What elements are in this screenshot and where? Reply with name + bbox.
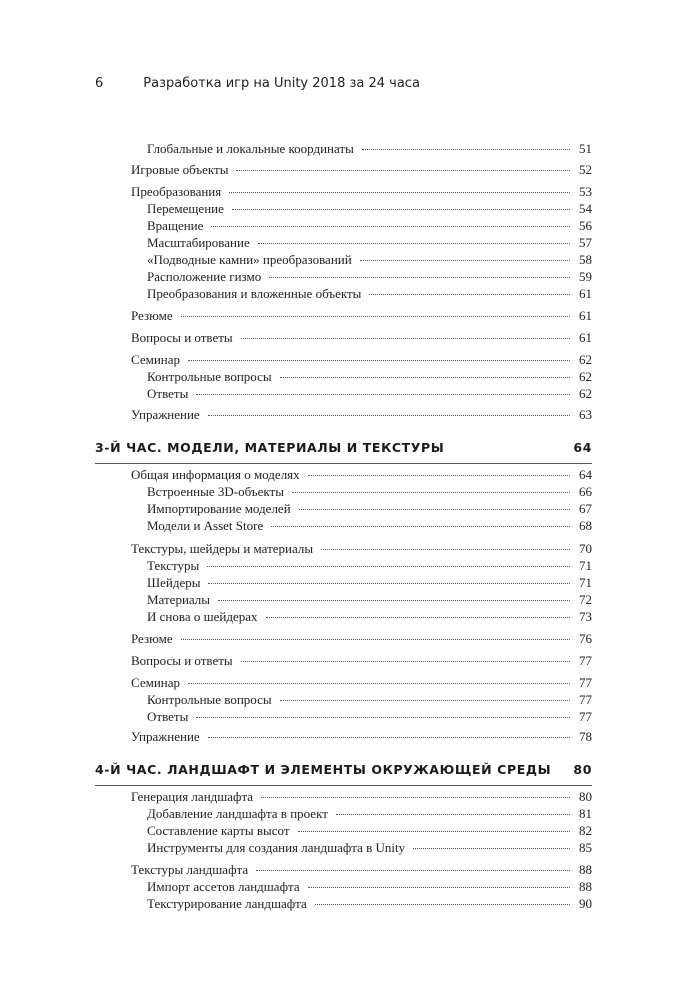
leader-dots <box>362 149 570 150</box>
toc-entry-page: 68 <box>579 518 592 533</box>
toc-entry-page: 61 <box>579 308 592 323</box>
toc-entry-title: Игровые объекты <box>131 162 229 177</box>
toc-entry[interactable] <box>131 352 592 368</box>
leader-dots <box>413 848 570 849</box>
leader-dots <box>369 294 570 295</box>
toc-subentry[interactable] <box>147 806 592 822</box>
toc-entry-title: Встроенные 3D-объекты <box>147 484 284 499</box>
toc-entry-page: 57 <box>579 235 592 250</box>
toc-entry-title: Глобальные и локальные координаты <box>147 141 354 156</box>
toc-entry-title: Текстурирование ландшафта <box>147 896 307 911</box>
toc-subentry[interactable] <box>147 235 592 251</box>
toc-entry-title: Вращение <box>147 218 204 233</box>
toc-entry-title: Импортирование моделей <box>147 501 291 516</box>
leader-dots <box>188 360 570 361</box>
toc-entry-title: Текстуры, шейдеры и материалы <box>131 541 314 556</box>
toc-entry-title: «Подводные камни» преобразований <box>147 252 352 267</box>
page-number: 6 <box>95 76 104 91</box>
toc-entry[interactable] <box>131 162 592 178</box>
leader-dots <box>308 475 570 476</box>
toc-entry-title: Вопросы и ответы <box>131 330 233 345</box>
toc-entry-page: 77 <box>579 675 592 690</box>
toc-subentry[interactable] <box>147 823 592 839</box>
toc-entry-page: 88 <box>579 879 592 894</box>
toc-subentry[interactable] <box>147 218 592 234</box>
toc-entry-title: Упражнение <box>131 407 200 422</box>
toc-chapter-heading[interactable] <box>95 762 592 777</box>
leader-dots <box>207 566 570 567</box>
toc-subentry[interactable] <box>147 709 592 725</box>
toc-entry-title: Материалы <box>147 592 211 607</box>
leader-dots <box>266 617 571 618</box>
leader-dots <box>181 316 570 317</box>
toc-entry-page: 80 <box>579 789 592 804</box>
toc-subentry[interactable] <box>147 558 592 574</box>
toc-subentry[interactable] <box>147 575 592 591</box>
toc-entry-title: Ответы <box>147 386 189 401</box>
toc-entry-page: 71 <box>579 575 592 590</box>
toc-subentry[interactable] <box>147 484 592 500</box>
toc-entry-title: Контрольные вопросы <box>147 692 272 707</box>
toc-entry-page: 70 <box>579 541 592 556</box>
chapter-divider <box>95 785 592 786</box>
chapter-page: 64 <box>573 440 592 455</box>
toc-entry-page: 85 <box>579 840 592 855</box>
toc-subentry[interactable] <box>147 286 592 302</box>
toc-entry-title: Масштабирование <box>147 235 250 250</box>
toc-entry-title: И снова о шейдерах <box>147 609 258 624</box>
leader-dots <box>269 277 570 278</box>
leader-dots <box>211 226 570 227</box>
toc-entry-title: Шейдеры <box>147 575 201 590</box>
toc-entry-page: 63 <box>579 407 592 422</box>
toc-entry-title: Текстуры ландшафта <box>131 862 249 877</box>
leader-dots <box>321 549 570 550</box>
toc-entry-title: Импорт ассетов ландшафта <box>147 879 300 894</box>
toc-entry[interactable] <box>131 467 592 483</box>
toc-entry-page: 67 <box>579 501 592 516</box>
toc-entry[interactable] <box>131 862 592 878</box>
toc-subentry[interactable] <box>147 518 592 534</box>
leader-dots <box>299 509 570 510</box>
toc-entry-title: Преобразования <box>131 184 222 199</box>
leader-dots <box>271 526 570 527</box>
toc-subentry[interactable] <box>147 141 592 157</box>
leader-dots <box>236 170 570 171</box>
toc-entry-title: Резюме <box>131 631 173 646</box>
leader-dots <box>208 737 570 738</box>
toc-entry-page: 77 <box>579 653 592 668</box>
toc-entry-page: 59 <box>579 269 592 284</box>
leader-dots <box>196 717 570 718</box>
leader-dots <box>181 639 570 640</box>
leader-dots <box>229 192 570 193</box>
leader-dots <box>298 831 570 832</box>
leader-dots <box>315 904 570 905</box>
toc-entry[interactable] <box>131 653 592 669</box>
toc-entry-title: Добавление ландшафта в проект <box>147 806 328 821</box>
toc-subentry[interactable] <box>147 609 592 625</box>
toc-entry[interactable] <box>131 541 592 557</box>
toc-entry-page: 58 <box>579 252 592 267</box>
toc-entry-title: Генерация ландшафта <box>131 789 254 804</box>
toc-entry-title: Семинар <box>131 352 181 367</box>
toc-entry-title: Семинар <box>131 675 181 690</box>
toc-entry-title: Перемещение <box>147 201 224 216</box>
toc-entry-title: Вопросы и ответы <box>131 653 233 668</box>
toc-entry-page: 64 <box>579 467 592 482</box>
toc-entry-page: 77 <box>579 709 592 724</box>
leader-dots <box>292 492 570 493</box>
leader-dots <box>208 583 570 584</box>
book-title: Разработка игр на Unity 2018 за 24 часа <box>143 76 420 91</box>
toc-subentry[interactable] <box>147 252 592 268</box>
toc-entry[interactable] <box>131 789 592 805</box>
toc-subentry[interactable] <box>147 386 592 402</box>
chapter-page: 80 <box>573 762 592 777</box>
leader-dots <box>336 814 570 815</box>
toc-entry-title: Упражнение <box>131 729 200 744</box>
toc-entry-title: Модели и Asset Store <box>147 518 264 533</box>
toc-entry-page: 90 <box>579 896 592 911</box>
leader-dots <box>280 377 570 378</box>
toc-entry-page: 54 <box>579 201 592 216</box>
toc-entry-page: 73 <box>579 609 592 624</box>
toc-entry-page: 52 <box>579 162 592 177</box>
toc-subentry[interactable] <box>147 840 592 856</box>
toc-entry-page: 76 <box>579 631 592 646</box>
toc-entry-page: 77 <box>579 692 592 707</box>
toc-entry[interactable] <box>131 407 592 423</box>
toc-subentry[interactable] <box>147 692 592 708</box>
toc-entry-page: 53 <box>579 184 592 199</box>
toc-entry[interactable] <box>131 729 592 745</box>
toc-subentry[interactable] <box>147 592 592 608</box>
toc-entry-page: 81 <box>579 806 592 821</box>
toc-entry-page: 51 <box>579 141 592 156</box>
toc-entry-title: Преобразования и вложенные объекты <box>147 286 362 301</box>
leader-dots <box>256 870 570 871</box>
toc-entry-title: Ответы <box>147 709 189 724</box>
toc-subentry[interactable] <box>147 201 592 217</box>
chapter-title: 3-Й ЧАС. МОДЕЛИ, МАТЕРИАЛЫ И ТЕКСТУРЫ <box>95 440 445 455</box>
leader-dots <box>188 683 570 684</box>
toc-entry-title: Резюме <box>131 308 173 323</box>
toc-subentry[interactable] <box>147 879 592 895</box>
leader-dots <box>308 887 570 888</box>
toc-subentry[interactable] <box>147 269 592 285</box>
toc-entry-page: 61 <box>579 330 592 345</box>
toc-entry-title: Текстуры <box>147 558 200 573</box>
toc-entry-page: 78 <box>579 729 592 744</box>
toc-subentry[interactable] <box>147 896 592 912</box>
leader-dots <box>241 661 570 662</box>
chapter-title: 4-Й ЧАС. ЛАНДШАФТ И ЭЛЕМЕНТЫ ОКРУЖАЮЩЕЙ СРЕДЫ <box>95 762 552 777</box>
leader-dots <box>241 338 570 339</box>
toc-entry[interactable] <box>131 308 592 324</box>
leader-dots <box>258 243 570 244</box>
toc-entry-page: 56 <box>579 218 592 233</box>
toc-chapter-heading[interactable] <box>95 440 592 455</box>
toc-subentry[interactable] <box>147 501 592 517</box>
toc-entry[interactable] <box>131 330 592 346</box>
toc-subentry[interactable] <box>147 369 592 385</box>
toc-entry-page: 88 <box>579 862 592 877</box>
leader-dots <box>280 700 570 701</box>
toc-entry[interactable] <box>131 184 592 200</box>
page-header <box>95 76 420 91</box>
toc-entry-page: 72 <box>579 592 592 607</box>
toc-entry-page: 66 <box>579 484 592 499</box>
leader-dots <box>232 209 570 210</box>
leader-dots <box>218 600 570 601</box>
toc-entry-page: 61 <box>579 286 592 301</box>
toc-entry-title: Составление карты высот <box>147 823 290 838</box>
leader-dots <box>196 394 570 395</box>
toc-entry-page: 71 <box>579 558 592 573</box>
toc-entry-title: Контрольные вопросы <box>147 369 272 384</box>
toc-entry-page: 62 <box>579 352 592 367</box>
toc-entry-page: 62 <box>579 369 592 384</box>
toc-entry-page: 82 <box>579 823 592 838</box>
leader-dots <box>261 797 570 798</box>
toc-entry[interactable] <box>131 675 592 691</box>
toc-entry-page: 62 <box>579 386 592 401</box>
leader-dots <box>360 260 570 261</box>
toc-entry-title: Общая информация о моделях <box>131 467 300 482</box>
leader-dots <box>208 415 570 416</box>
toc-entry[interactable] <box>131 631 592 647</box>
toc-entry-title: Расположение гизмо <box>147 269 262 284</box>
chapter-divider <box>95 463 592 464</box>
toc-entry-title: Инструменты для создания ландшафта в Unity <box>147 840 406 855</box>
